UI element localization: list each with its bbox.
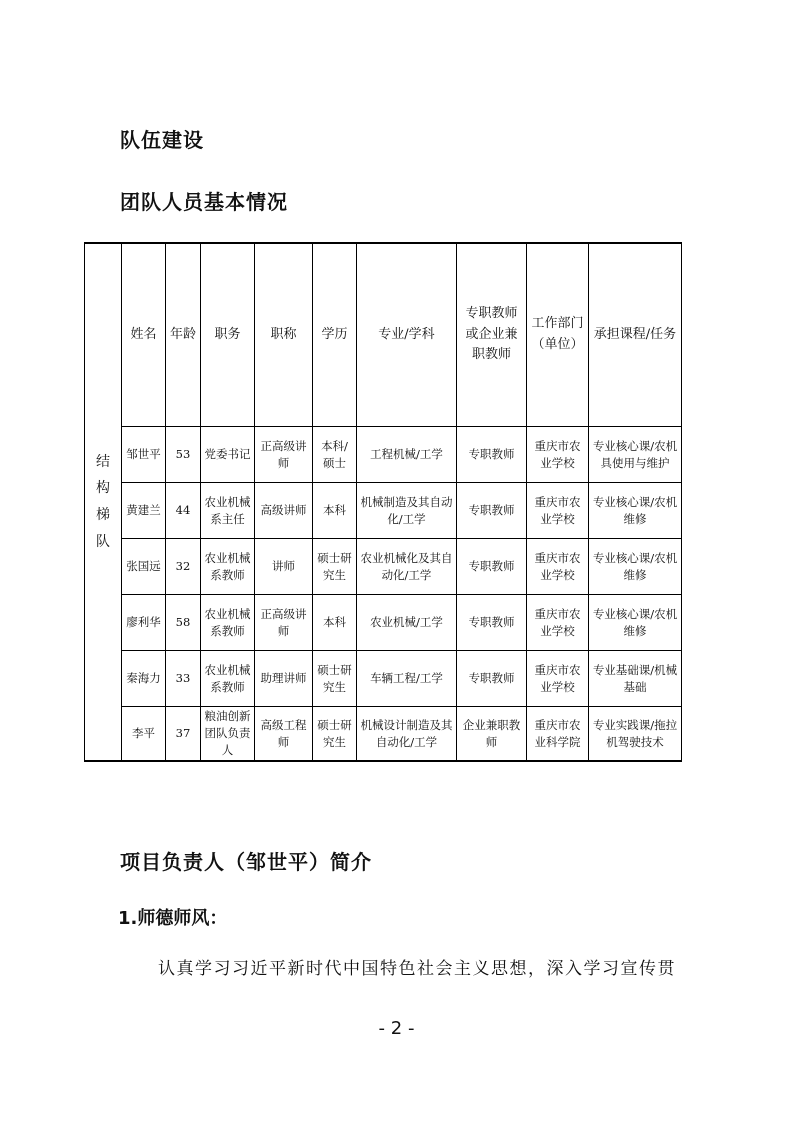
cell-course: 专业基础课/机械基础 — [589, 651, 682, 707]
cell-title: 高级工程师 — [255, 707, 313, 762]
cell-course: 专业核心课/农机维修 — [589, 595, 682, 651]
cell-department: 重庆市农业学校 — [527, 595, 589, 651]
cell-position: 农业机械系教师 — [201, 539, 255, 595]
header-department: 工作部门（单位） — [527, 243, 589, 427]
heading-leader-intro: 项目负责人（邹世平）简介 — [120, 850, 372, 874]
cell-age: 44 — [166, 483, 201, 539]
cell-education: 硕士研究生 — [313, 707, 357, 762]
cell-name: 张国远 — [122, 539, 166, 595]
cell-age: 32 — [166, 539, 201, 595]
table-row — [85, 651, 682, 707]
cell-course: 专业核心课/农机维修 — [589, 539, 682, 595]
cell-department: 重庆市农业学校 — [527, 483, 589, 539]
header-name: 姓名 — [122, 243, 166, 427]
cell-course: 专业核心课/农机具使用与维护 — [589, 427, 682, 483]
cell-education: 本科/硕士 — [313, 427, 357, 483]
cell-teacher-type: 专职教师 — [457, 427, 527, 483]
header-age: 年龄 — [166, 243, 201, 427]
header-major: 专业/学科 — [357, 243, 457, 427]
cell-title: 正高级讲师 — [255, 595, 313, 651]
table-row — [85, 427, 682, 483]
cell-major: 车辆工程/工学 — [357, 651, 457, 707]
cell-age: 58 — [166, 595, 201, 651]
cell-age: 37 — [166, 707, 201, 762]
cell-education: 硕士研究生 — [313, 651, 357, 707]
cell-department: 重庆市农业学校 — [527, 539, 589, 595]
cell-name: 黄建兰 — [122, 483, 166, 539]
header-teacher-type: 专职教师或企业兼职教师 — [457, 243, 527, 427]
cell-position: 党委书记 — [201, 427, 255, 483]
cell-department: 重庆市农业学校 — [527, 427, 589, 483]
cell-teacher-type: 企业兼职教师 — [457, 707, 527, 762]
page-number: - 2 - — [378, 1018, 415, 1039]
cell-title: 高级讲师 — [255, 483, 313, 539]
cell-position: 农业机械系教师 — [201, 651, 255, 707]
cell-name: 廖利华 — [122, 595, 166, 651]
table-row — [85, 707, 682, 762]
cell-major: 农业机械化及其自动化/工学 — [357, 539, 457, 595]
section-paragraph: 认真学习习近平新时代中国特色社会主义思想，深入学习宣传贯 — [158, 959, 676, 979]
table-row — [85, 539, 682, 595]
cell-title: 助理讲师 — [255, 651, 313, 707]
cell-position: 农业机械系主任 — [201, 483, 255, 539]
cell-education: 硕士研究生 — [313, 539, 357, 595]
cell-name: 李平 — [122, 707, 166, 762]
cell-department: 重庆市农业科学院 — [527, 707, 589, 762]
cell-teacher-type: 专职教师 — [457, 539, 527, 595]
cell-position: 粮油创新团队负责人 — [201, 707, 255, 762]
header-title: 职称 — [255, 243, 313, 427]
header-course: 承担课程/任务 — [589, 243, 682, 427]
table-header-row — [85, 243, 682, 427]
cell-education: 本科 — [313, 595, 357, 651]
cell-course: 专业实践课/拖拉机驾驶技术 — [589, 707, 682, 762]
cell-title: 讲师 — [255, 539, 313, 595]
section-title: 1.师德师风： — [118, 908, 228, 929]
cell-department: 重庆市农业学校 — [527, 651, 589, 707]
cell-title: 正高级讲师 — [255, 427, 313, 483]
header-education: 学历 — [313, 243, 357, 427]
cell-course: 专业核心课/农机维修 — [589, 483, 682, 539]
cell-age: 53 — [166, 427, 201, 483]
staff-table — [84, 242, 682, 762]
cell-education: 本科 — [313, 483, 357, 539]
cell-name: 邹世平 — [122, 427, 166, 483]
cell-major: 工程机械/工学 — [357, 427, 457, 483]
cell-age: 33 — [166, 651, 201, 707]
table-row — [85, 595, 682, 651]
cell-major: 机械设计制造及其自动化/工学 — [357, 707, 457, 762]
heading-basic-info: 团队人员基本情况 — [120, 190, 288, 214]
cell-teacher-type: 专职教师 — [457, 595, 527, 651]
group-label-cell: 结构梯队 — [85, 243, 122, 761]
cell-position: 农业机械系教师 — [201, 595, 255, 651]
cell-major: 农业机械/工学 — [357, 595, 457, 651]
cell-name: 秦海力 — [122, 651, 166, 707]
cell-major: 机械制造及其自动化/工学 — [357, 483, 457, 539]
table-row — [85, 483, 682, 539]
header-position: 职务 — [201, 243, 255, 427]
heading-team-building: 队伍建设 — [120, 128, 204, 152]
cell-teacher-type: 专职教师 — [457, 651, 527, 707]
cell-teacher-type: 专职教师 — [457, 483, 527, 539]
